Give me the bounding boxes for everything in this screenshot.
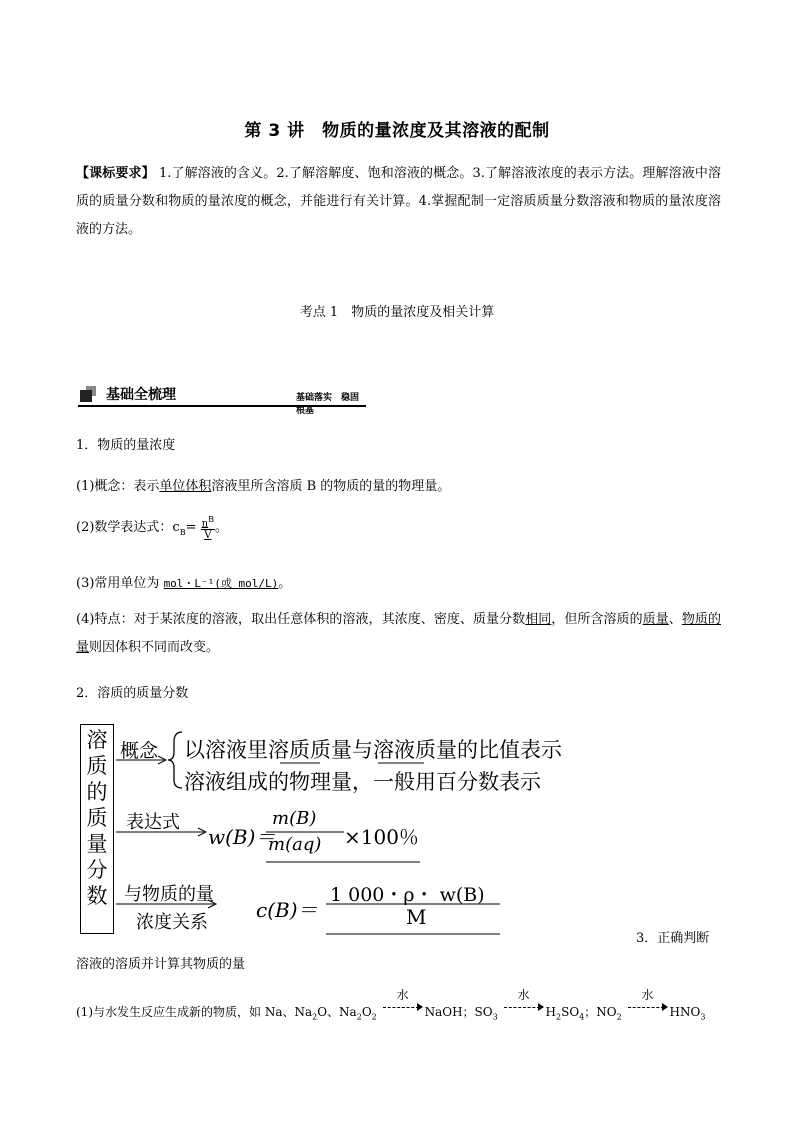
expr-denominator: m(aq): [268, 834, 322, 855]
item3-heading: 3．正确判断: [636, 931, 710, 946]
formula-eq: =: [185, 520, 197, 536]
course-requirements: [76, 160, 721, 244]
section-title: 基础全梳理: [106, 387, 176, 403]
relation-lhs: c(B)＝: [256, 898, 318, 922]
relation-label-top: 与物质的量: [124, 884, 214, 905]
formula-end: 。: [214, 520, 228, 536]
expr-numerator: m(B): [272, 808, 317, 829]
unit-prefix: (3)常用单位为: [76, 576, 164, 591]
concept-underlined: 单位体积: [159, 479, 212, 494]
concept-line1: 以溶液里溶质质量与溶液质量的比值表示: [184, 738, 562, 762]
mass-fraction-diagram: [80, 722, 640, 940]
reaction-line: (1)与水发生反应生成新的物质，如 Na、$Na_2O$、$Na_2O_2$ 水 NaOH；$SO_3$ 水 $H_2SO_4$；$NO_2$ 水 $HNO_3$: [76, 988, 706, 1022]
section-header: [78, 383, 366, 416]
relation-denominator: M: [406, 905, 427, 929]
item2-heading: 2．溶质的质量分数: [76, 686, 189, 701]
section-square-icon: [80, 386, 96, 402]
formula-denominator: V: [204, 530, 212, 542]
formula-sub: B: [179, 527, 186, 537]
unit-underlined: mol・L⁻¹(或 mol/L): [163, 577, 279, 590]
item1-heading: 1．物质的量浓度: [76, 438, 176, 453]
item1-concept: [76, 475, 450, 494]
section-subtitle: 基础落实 稳固根基: [296, 393, 360, 416]
concept-line2: 溶液组成的物理量，一般用百分数表示: [184, 770, 541, 794]
formula-numerator: $n^B$: [201, 515, 214, 530]
concept-label: 概念: [120, 740, 159, 762]
expr-tail: ×100％: [344, 825, 419, 849]
item1-formula: [76, 514, 228, 541]
item1-unit: [76, 572, 291, 591]
relation-label-bottom: 浓度关系: [136, 912, 208, 933]
judge-line: 溶液的溶质并计算其物质的量: [76, 957, 246, 972]
relation-numerator: 1 000・ρ・ w(B): [330, 884, 485, 906]
water-arrow-1: 水: [383, 998, 423, 1016]
unit-end: 。: [278, 576, 292, 591]
expr-label: 表达式: [126, 812, 180, 833]
formula-prefix: (2)数学表达式：c: [76, 520, 180, 536]
formula-fraction: [201, 514, 215, 541]
vertical-label: 溶 质 的 质 量 分 数: [86, 728, 108, 908]
water-arrow-3: 水: [628, 998, 668, 1016]
water-arrow-2: 水: [504, 998, 544, 1016]
kaodian-title: 考点 1 物质的量浓度及相关计算: [299, 305, 495, 320]
concept-prefix: (1)概念：表示: [76, 479, 160, 494]
expr-lhs: w(B)＝: [208, 825, 276, 849]
requirements-label: 【课标要求】: [76, 166, 155, 181]
requirements-text: 1.了解溶液的含义。2.了解溶解度、饱和溶液的概念。3.了解溶液浓度的表示方法。理解溶液中溶质的质量分数和物质的量浓度的概念，并能进行有关计算。4.掌握配制一定溶质质量分数溶液和物质的量浓度溶液的方法。: [76, 166, 721, 237]
item1-feature: (4)特点：对于某浓度的溶液，取出任意体积的溶液，其浓度、密度、质量分数相同，但所含溶质的质量、物质的量则因体积不同而改变。: [76, 612, 721, 655]
concept-suffix: 溶液里所含溶质 B 的物质的量的物理量。: [211, 479, 451, 494]
page-title: 第 3 讲 物质的量浓度及其溶液的配制: [244, 121, 550, 141]
